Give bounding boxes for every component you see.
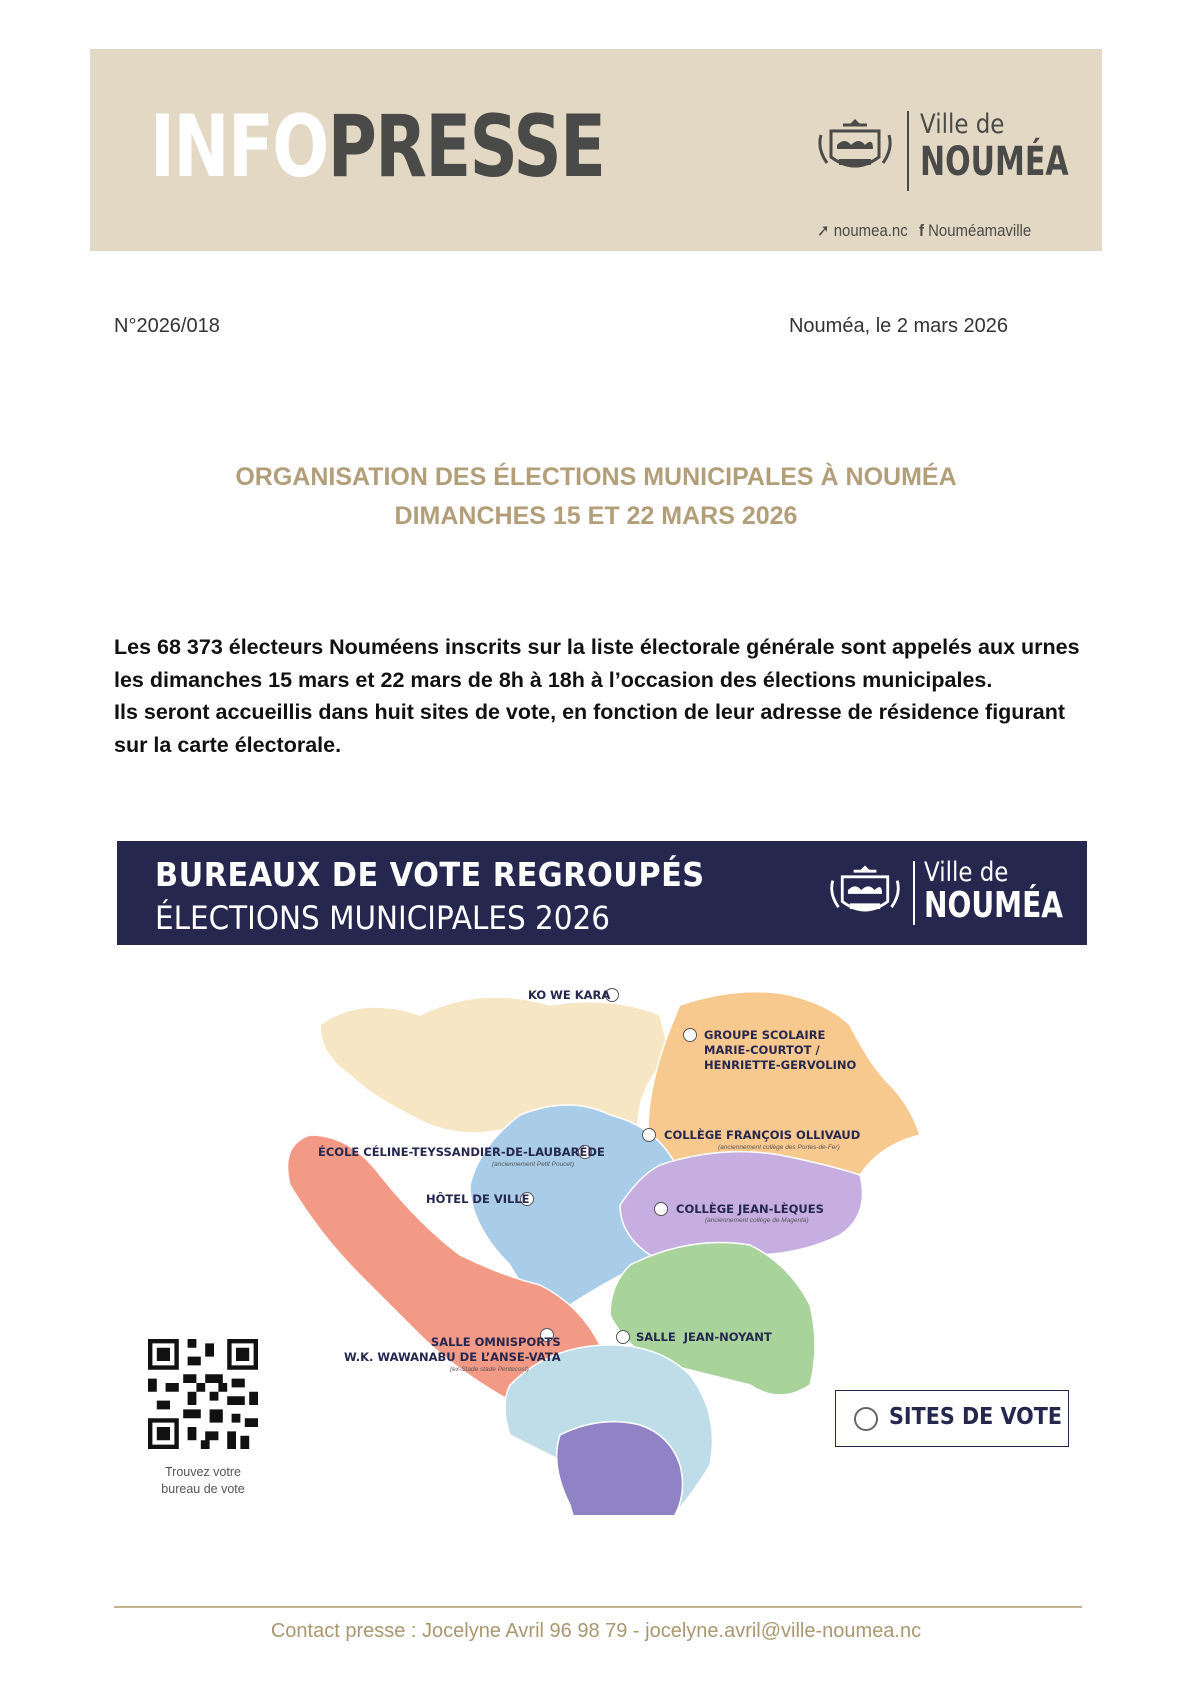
site-label-laubarede: ÉCOLE CÉLINE-TEYSSANDIER-DE-LAUBARÈDE	[318, 1145, 605, 1159]
logo-divider	[907, 111, 909, 191]
site-label-hotel-de-ville: HÔTEL DE VILLE	[426, 1192, 530, 1206]
press-title	[90, 458, 1102, 536]
intro-text	[114, 631, 1094, 761]
qr-caption-line-2: bureau de vote	[161, 1482, 245, 1496]
logo-ville-de: Ville de	[920, 109, 1005, 140]
intro-paragraph-2: Ils seront accueillis dans huit sites de vote, en fonction de leur adresse de résidence figurant sur la carte électorale.	[114, 700, 1066, 757]
title-line-1: ORGANISATION DES ÉLECTIONS MUNICIPALES À NOUMÉA	[235, 463, 957, 491]
send-icon: ➚	[817, 221, 830, 240]
qr-code-icon[interactable]	[148, 1339, 258, 1449]
site-label-ollivaud: COLLÈGE FRANÇOIS OLLIVAUD	[664, 1128, 861, 1142]
press-reference: N°2026/018	[114, 315, 220, 337]
facebook-icon: f	[918, 221, 924, 240]
site-label-kowekara: KO WE KARA	[528, 988, 611, 1002]
site-label-jean-leques: COLLÈGE JEAN-LÈQUES	[676, 1202, 824, 1216]
site-label-marie-courtot: GROUPE SCOLAIRE MARIE-COURTOT / HENRIETTE-GERVOLINO	[704, 1028, 857, 1072]
site-sub-anse-vata: (ex-Stade stade Pentecost)	[450, 1366, 529, 1373]
site-sub-ollivaud: (anciennement collège des Portes-de-Fer)	[718, 1144, 840, 1151]
site-label-anse-vata: SALLE OMNISPORTS W.K. WAWANABU DE L’ANSE-VATA	[344, 1335, 561, 1364]
header-band	[90, 49, 1102, 251]
footer-rule	[114, 1606, 1082, 1608]
legend-label: SITES DE VOTE	[889, 1404, 1063, 1430]
site-marker-ollivaud[interactable]	[642, 1128, 656, 1142]
site-sub-laubarede: (anciennement Petit Poucet)	[492, 1161, 575, 1168]
noumea-crest-icon	[829, 863, 901, 921]
qr-caption	[138, 1464, 268, 1498]
noumea-crest-icon	[817, 117, 893, 177]
title-line-2: DIMANCHES 15 ET 22 MARS 2026	[394, 502, 798, 530]
banner-logo-divider	[913, 861, 915, 925]
map-banner	[117, 841, 1087, 945]
site-link[interactable]: noumea.nc	[833, 221, 908, 240]
infopresse-logo	[150, 97, 605, 197]
banner-title: BUREAUX DE VOTE REGROUPÉS	[155, 855, 705, 894]
brand-presse: PRESSE	[327, 97, 605, 197]
banner-logo-ville-de: Ville de	[924, 857, 1009, 888]
logo-city-name: NOUMÉA	[920, 139, 1069, 185]
press-contact[interactable]: Contact presse : Jocelyne Avril 96 98 79 - jocelyne.avril@ville-noumea.nc	[270, 1620, 922, 1642]
banner-subtitle: ÉLECTIONS MUNICIPALES 2026	[155, 899, 610, 937]
ville-de-noumea-logo[interactable]	[817, 109, 1077, 240]
press-date: Nouméa, le 2 mars 2026	[788, 315, 1008, 337]
site-marker-jean-noyant[interactable]	[616, 1330, 630, 1344]
legend-circle-icon	[854, 1407, 878, 1431]
intro-paragraph-1: Les 68 373 électeurs Nouméens inscrits sur la liste électorale générale sont appelés aux urnes les dimanches 15 mars et 22 mars de 8h à 18h à l’occasion des élections municipales.	[114, 635, 1080, 692]
map-legend	[835, 1390, 1069, 1447]
site-marker-marie-courtot[interactable]	[683, 1028, 697, 1042]
logo-social-row	[817, 221, 1031, 241]
banner-logo-city: NOUMÉA	[924, 885, 1064, 926]
qr-caption-line-1: Trouvez votre	[165, 1465, 241, 1479]
facebook-link[interactable]: Nouméamaville	[928, 221, 1032, 240]
site-label-jean-noyant: SALLE JEAN-NOYANT	[636, 1330, 772, 1344]
site-sub-jean-leques: (anciennement collège de Magenta)	[705, 1217, 809, 1224]
brand-info: INFO	[150, 97, 328, 197]
site-marker-jean-leques[interactable]	[654, 1202, 668, 1216]
banner-ville-logo	[829, 857, 1064, 931]
